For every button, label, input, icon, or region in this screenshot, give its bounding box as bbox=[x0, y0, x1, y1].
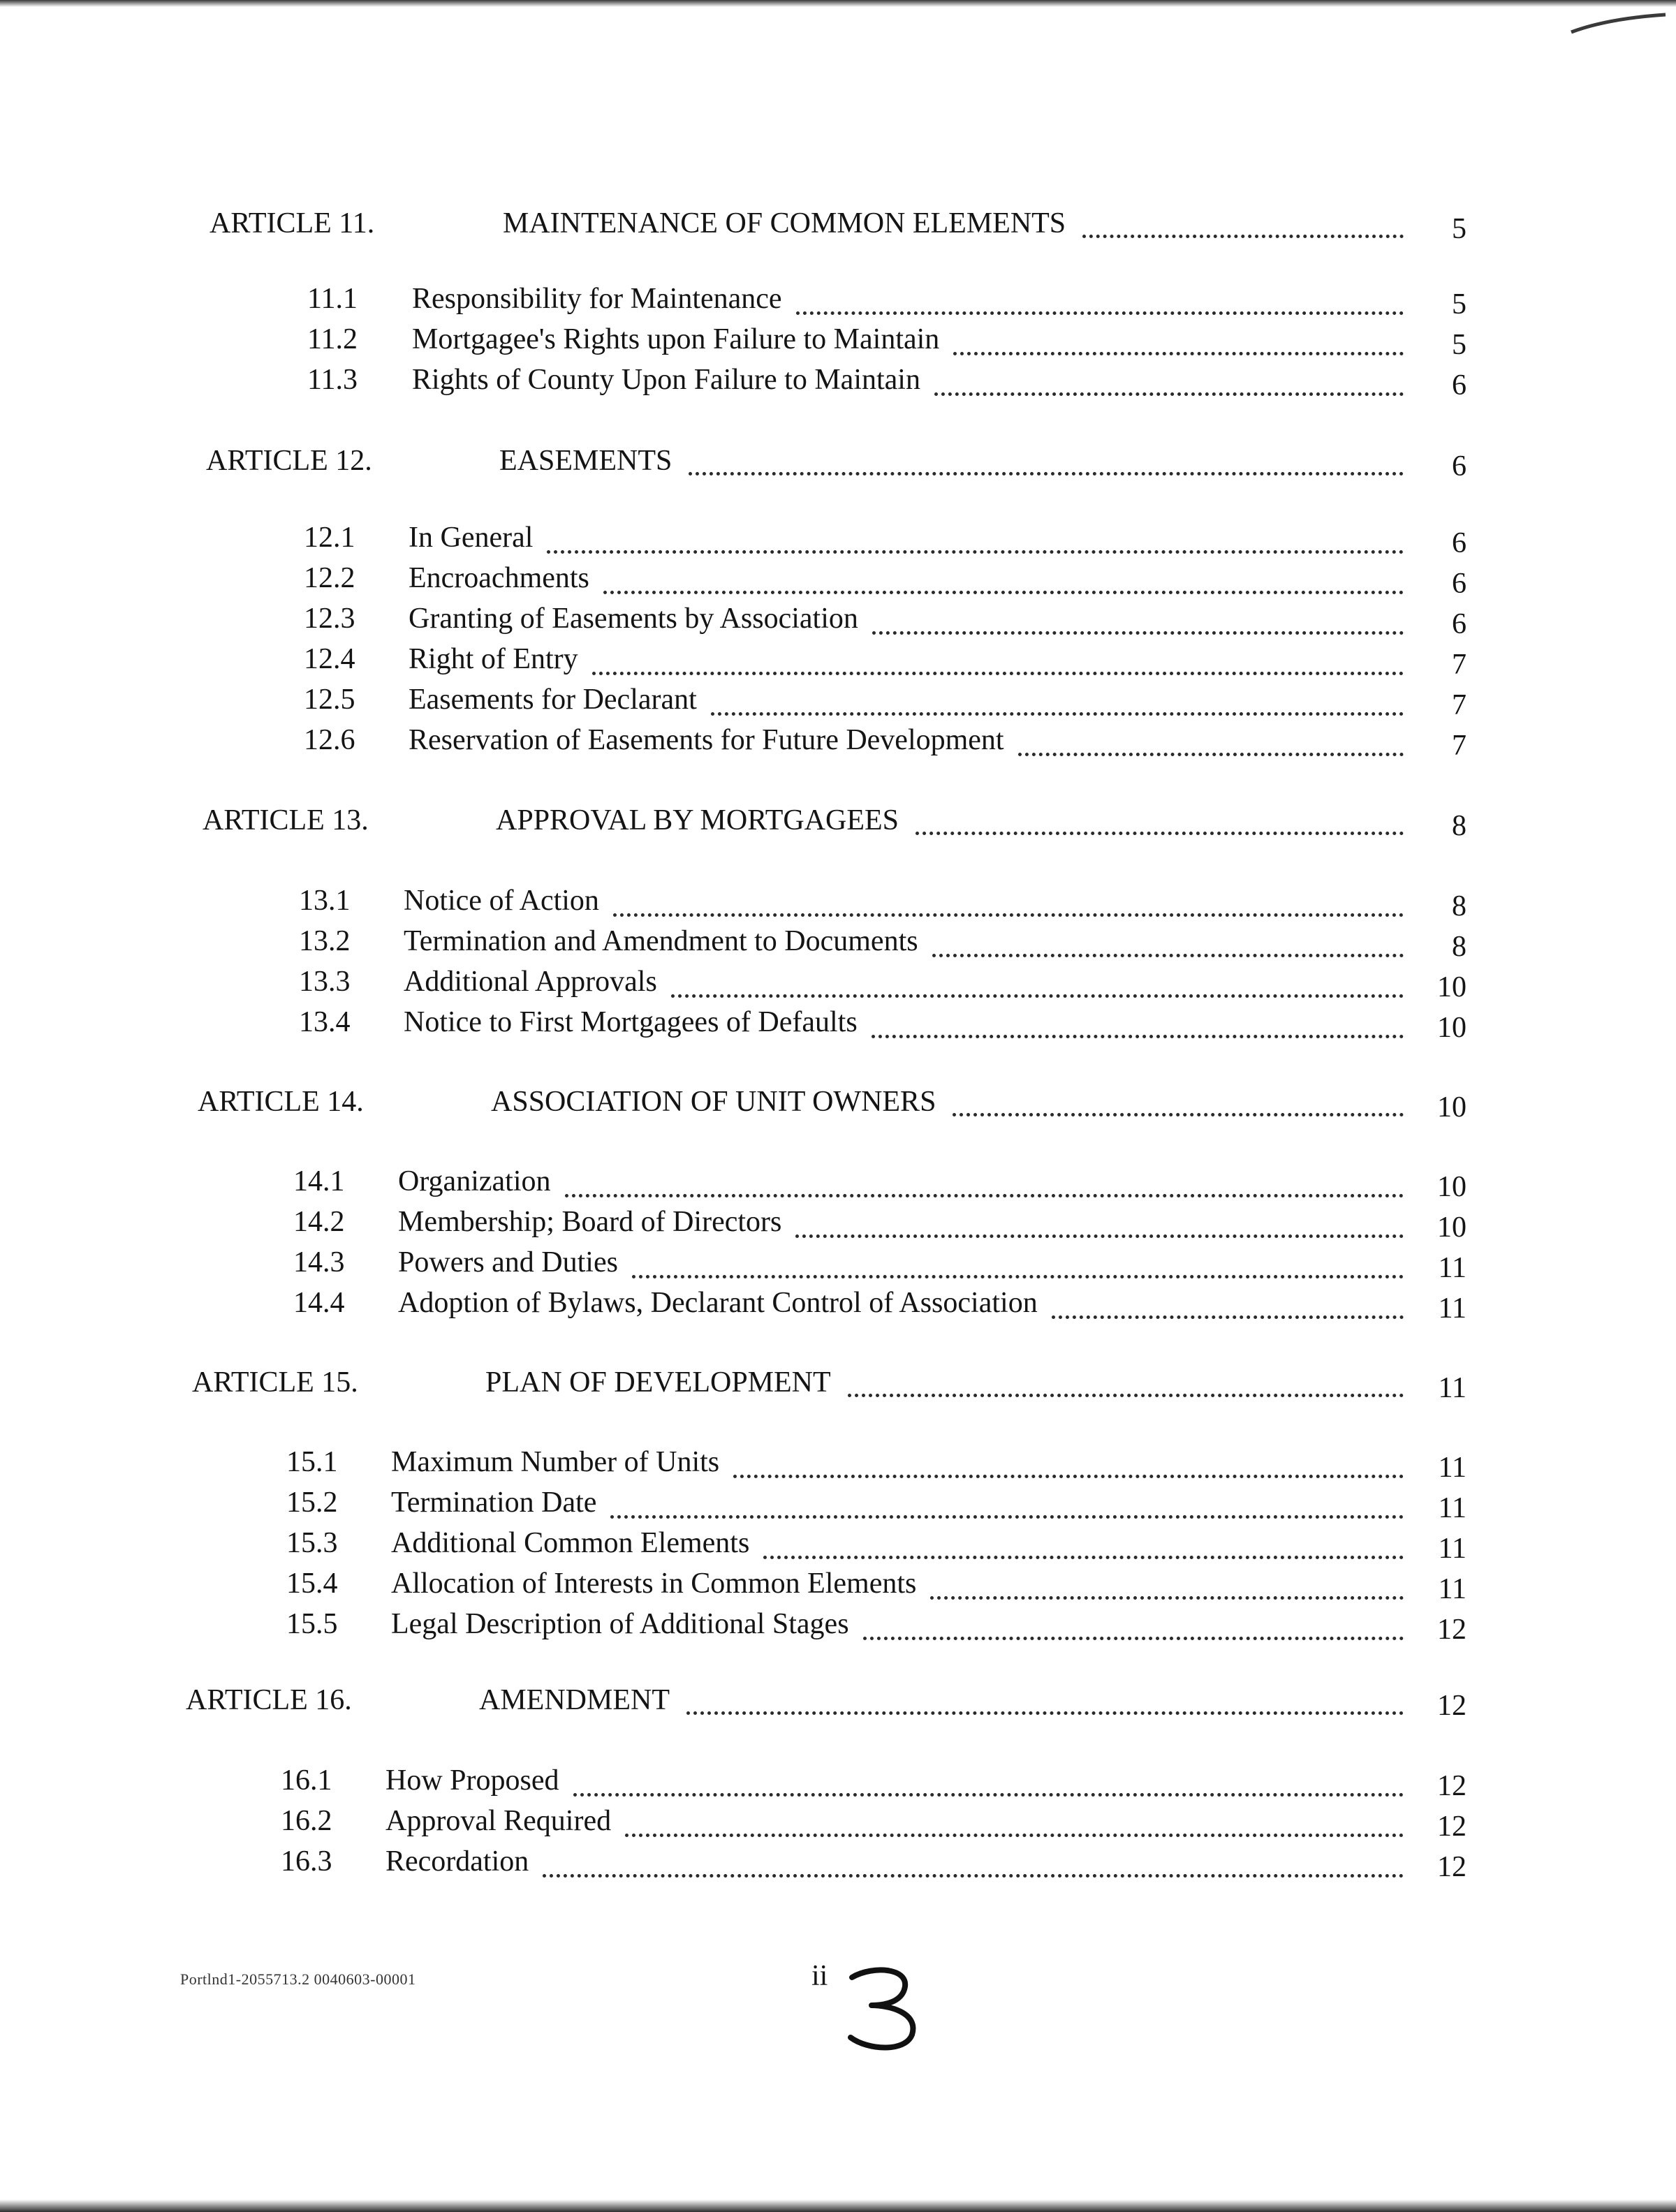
toc-entry bbox=[281, 1842, 1466, 1881]
dot-leader bbox=[863, 1609, 1404, 1640]
dot-leader bbox=[848, 1366, 1404, 1397]
section-number: 12.6 bbox=[304, 724, 355, 756]
dot-leader bbox=[932, 926, 1404, 957]
dot-leader bbox=[796, 283, 1404, 315]
section-page-number: 12 bbox=[1437, 1851, 1466, 1883]
section-page-number: 11 bbox=[1438, 1452, 1466, 1484]
toc-entry bbox=[281, 1801, 1466, 1841]
section-number: 13.4 bbox=[299, 1006, 351, 1038]
article-label: ARTICLE 12. bbox=[206, 445, 372, 477]
dot-leader bbox=[795, 1207, 1404, 1238]
section-number: 14.1 bbox=[293, 1165, 345, 1197]
section-number: 13.1 bbox=[299, 885, 351, 917]
article-page-number: 12 bbox=[1437, 1690, 1466, 1722]
toc-entry bbox=[304, 518, 1466, 557]
article-title: ASSOCIATION OF UNIT OWNERS bbox=[491, 1086, 936, 1118]
section-page-number: 11 bbox=[1438, 1492, 1466, 1524]
dot-leader bbox=[934, 364, 1404, 396]
section-title: Legal Description of Additional Stages bbox=[391, 1608, 849, 1640]
toc-entry bbox=[286, 1564, 1466, 1603]
article-heading bbox=[210, 202, 1466, 244]
article-heading bbox=[206, 440, 1466, 482]
section-title: Notice to First Mortgagees of Defaults bbox=[404, 1006, 858, 1038]
article-heading bbox=[192, 1362, 1466, 1403]
dot-leader bbox=[573, 1765, 1404, 1797]
section-number: 11.1 bbox=[307, 283, 358, 315]
section-page-number: 6 bbox=[1452, 608, 1466, 640]
section-title: Mortgagee's Rights upon Failure to Maintain bbox=[412, 323, 940, 355]
dot-leader bbox=[1082, 207, 1404, 238]
section-page-number: 11 bbox=[1438, 1292, 1466, 1325]
toc-entry bbox=[304, 721, 1466, 760]
section-page-number: 12 bbox=[1437, 1614, 1466, 1646]
section-page-number: 7 bbox=[1452, 649, 1466, 681]
section-number: 12.1 bbox=[304, 522, 355, 554]
dot-leader bbox=[1052, 1288, 1404, 1319]
section-number: 11.2 bbox=[307, 323, 358, 355]
toc-entry bbox=[304, 640, 1466, 679]
section-title: Notice of Action bbox=[404, 885, 599, 917]
dot-leader bbox=[953, 1085, 1404, 1116]
article-label: ARTICLE 11. bbox=[210, 207, 375, 239]
dot-leader bbox=[689, 444, 1404, 475]
dot-leader bbox=[872, 1007, 1404, 1038]
toc-entry bbox=[299, 922, 1466, 961]
dot-leader bbox=[632, 1247, 1404, 1278]
toc-entry bbox=[304, 599, 1466, 638]
section-title: Maximum Number of Units bbox=[391, 1446, 720, 1478]
section-page-number: 5 bbox=[1452, 288, 1466, 320]
dot-leader bbox=[592, 644, 1404, 675]
toc-entry bbox=[293, 1202, 1466, 1244]
section-title: Additional Common Elements bbox=[391, 1527, 750, 1559]
toc-entry bbox=[286, 1605, 1466, 1644]
section-number: 13.2 bbox=[299, 925, 351, 957]
handwritten-page-number bbox=[831, 1962, 936, 2053]
section-number: 15.2 bbox=[286, 1487, 338, 1519]
article-label: ARTICLE 14. bbox=[198, 1086, 364, 1118]
section-page-number: 10 bbox=[1437, 971, 1466, 1003]
dot-leader bbox=[610, 1487, 1404, 1519]
dot-leader bbox=[625, 1806, 1404, 1837]
section-number: 15.3 bbox=[286, 1527, 338, 1559]
toc-entry bbox=[307, 279, 1466, 318]
section-page-number: 6 bbox=[1452, 369, 1466, 401]
article-page-number: 10 bbox=[1437, 1091, 1466, 1123]
page-number-roman: ii bbox=[811, 1960, 828, 1992]
dot-leader bbox=[763, 1528, 1404, 1559]
section-page-number: 11 bbox=[1438, 1252, 1466, 1284]
toc-entry bbox=[281, 1761, 1466, 1800]
toc-entry bbox=[307, 360, 1466, 399]
section-title: Reservation of Easements for Future Development bbox=[409, 724, 1004, 756]
dot-leader bbox=[916, 804, 1404, 835]
section-title: Additional Approvals bbox=[404, 966, 657, 998]
section-number: 16.1 bbox=[281, 1764, 332, 1797]
section-number: 14.4 bbox=[293, 1287, 345, 1319]
dot-leader bbox=[565, 1166, 1404, 1197]
dot-leader bbox=[711, 684, 1404, 716]
section-title: Organization bbox=[398, 1165, 551, 1197]
section-title: Approval Required bbox=[385, 1805, 612, 1837]
section-page-number: 12 bbox=[1437, 1770, 1466, 1802]
section-title: Encroachments bbox=[409, 562, 589, 594]
article-heading bbox=[186, 1679, 1466, 1721]
section-number: 14.2 bbox=[293, 1206, 345, 1238]
section-page-number: 8 bbox=[1452, 931, 1466, 963]
dot-leader bbox=[953, 324, 1404, 355]
article-title: APPROVAL BY MORTGAGEES bbox=[496, 804, 899, 836]
section-number: 13.3 bbox=[299, 966, 351, 998]
article-label: ARTICLE 13. bbox=[203, 804, 369, 836]
dot-leader bbox=[930, 1568, 1404, 1600]
section-page-number: 6 bbox=[1452, 568, 1466, 600]
dot-leader bbox=[603, 563, 1404, 594]
section-title: How Proposed bbox=[385, 1764, 559, 1797]
dot-leader bbox=[547, 522, 1404, 554]
section-title: Rights of County Upon Failure to Maintain bbox=[412, 364, 920, 396]
section-title: Termination and Amendment to Documents bbox=[404, 925, 918, 957]
article-title: AMENDMENT bbox=[479, 1684, 670, 1716]
section-title: Termination Date bbox=[391, 1487, 597, 1519]
section-page-number: 7 bbox=[1452, 689, 1466, 721]
article-label: ARTICLE 16. bbox=[186, 1684, 352, 1716]
dot-leader bbox=[686, 1683, 1404, 1715]
article-label: ARTICLE 15. bbox=[192, 1366, 358, 1399]
section-number: 12.2 bbox=[304, 562, 355, 594]
section-number: 16.3 bbox=[281, 1845, 332, 1878]
toc-entry bbox=[286, 1524, 1466, 1563]
toc-entry bbox=[293, 1162, 1466, 1201]
article-heading bbox=[198, 1081, 1466, 1123]
section-number: 15.1 bbox=[286, 1446, 338, 1478]
document-code: Portlnd1-2055713.2 0040603-00001 bbox=[180, 1970, 416, 1988]
article-page-number: 6 bbox=[1452, 450, 1466, 482]
section-page-number: 10 bbox=[1437, 1012, 1466, 1044]
section-title: Responsibility for Maintenance bbox=[412, 283, 782, 315]
article-title: EASEMENTS bbox=[499, 445, 672, 477]
toc-entry bbox=[304, 680, 1466, 719]
section-page-number: 8 bbox=[1452, 890, 1466, 922]
section-title: Powers and Duties bbox=[398, 1246, 618, 1278]
section-number: 16.2 bbox=[281, 1805, 332, 1837]
section-page-number: 11 bbox=[1438, 1573, 1466, 1605]
section-title: Allocation of Interests in Common Elements bbox=[391, 1568, 917, 1600]
section-title: In General bbox=[409, 522, 534, 554]
dot-leader bbox=[613, 885, 1404, 917]
section-page-number: 7 bbox=[1452, 730, 1466, 762]
section-page-number: 10 bbox=[1437, 1171, 1466, 1203]
toc-entry bbox=[299, 962, 1466, 1001]
section-title: Membership; Board of Directors bbox=[398, 1206, 782, 1238]
section-title: Easements for Declarant bbox=[409, 684, 697, 716]
section-number: 12.3 bbox=[304, 603, 355, 635]
section-title: Right of Entry bbox=[409, 643, 578, 675]
article-page-number: 5 bbox=[1452, 213, 1466, 245]
article-title: PLAN OF DEVELOPMENT bbox=[485, 1366, 831, 1399]
section-number: 12.4 bbox=[304, 643, 355, 675]
section-title: Granting of Easements by Association bbox=[409, 603, 858, 635]
article-page-number: 8 bbox=[1452, 810, 1466, 842]
toc-entry bbox=[307, 320, 1466, 359]
section-number: 15.4 bbox=[286, 1568, 338, 1600]
section-number: 15.5 bbox=[286, 1608, 338, 1640]
section-page-number: 11 bbox=[1438, 1533, 1466, 1565]
dot-leader bbox=[872, 603, 1404, 635]
section-page-number: 6 bbox=[1452, 527, 1466, 559]
article-page-number: 11 bbox=[1438, 1372, 1466, 1404]
toc-entry bbox=[299, 1003, 1466, 1042]
toc-entry bbox=[299, 881, 1466, 920]
dot-leader bbox=[1018, 725, 1404, 756]
article-title: MAINTENANCE OF COMMON ELEMENTS bbox=[503, 207, 1066, 239]
toc-entry bbox=[304, 559, 1466, 598]
section-page-number: 12 bbox=[1437, 1811, 1466, 1843]
section-number: 11.3 bbox=[307, 364, 358, 396]
section-number: 14.3 bbox=[293, 1246, 345, 1278]
toc-entry bbox=[293, 1243, 1466, 1282]
section-page-number: 10 bbox=[1437, 1211, 1466, 1244]
toc-entry bbox=[293, 1283, 1466, 1325]
dot-leader bbox=[733, 1447, 1404, 1478]
dot-leader bbox=[671, 966, 1404, 998]
toc-entry bbox=[286, 1443, 1466, 1482]
toc-entry bbox=[286, 1483, 1466, 1522]
section-number: 12.5 bbox=[304, 684, 355, 716]
article-heading bbox=[203, 799, 1466, 841]
section-page-number: 5 bbox=[1452, 329, 1466, 361]
dot-leader bbox=[543, 1846, 1404, 1878]
section-title: Recordation bbox=[385, 1845, 529, 1878]
section-title: Adoption of Bylaws, Declarant Control of Association bbox=[398, 1287, 1038, 1319]
scan-edge-bottom bbox=[0, 2199, 1676, 2212]
